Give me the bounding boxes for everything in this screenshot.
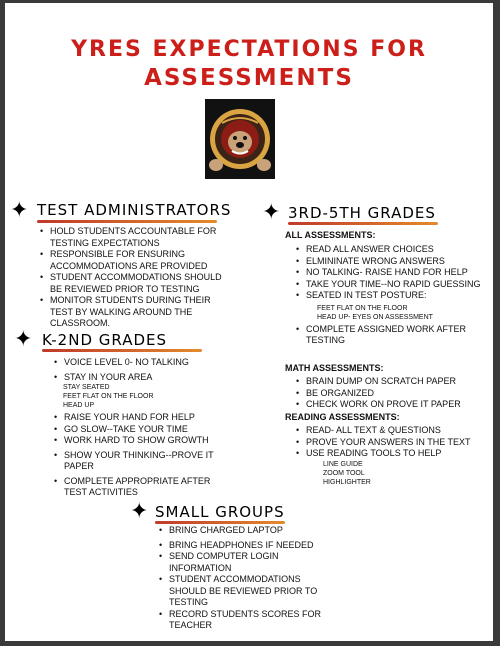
heading-underline xyxy=(155,521,285,524)
sub-item: HEAD UP- EYES ON ASSESSMENT xyxy=(317,313,433,321)
test-admin-list xyxy=(39,226,235,330)
k2-heading: K-2ND GRADES xyxy=(42,331,168,349)
heading-underline xyxy=(37,220,217,223)
sub-item: ZOOM TOOL xyxy=(323,469,365,477)
list-item: • SEATED IN TEST POSTURE: xyxy=(295,290,485,302)
list-item: • RESPONSIBLE FOR ENSURING ACCOMMODATIONS ARE PROVIDED xyxy=(39,249,235,272)
list-item: • BE ORGANIZED xyxy=(295,388,485,400)
small-groups-heading: SMALL GROUPS xyxy=(155,503,285,521)
list-item: • RAISE YOUR HAND FOR HELP xyxy=(53,412,233,424)
list-item: • BRING CHARGED LAPTOP xyxy=(158,525,333,537)
star-icon: ✦ xyxy=(130,499,149,524)
list-item: • CHECK WORK ON PROVE IT PAPER xyxy=(295,399,485,411)
list-item: • NO TALKING- RAISE HAND FOR HELP xyxy=(295,267,485,279)
all-assessments-list xyxy=(295,244,485,347)
page-title-line2: ASSESSMENTS xyxy=(144,65,354,91)
document-page xyxy=(5,3,493,641)
test-admin-heading: TEST ADMINISTRATORS xyxy=(37,201,232,219)
small-groups-list xyxy=(158,525,333,632)
list-item: • READ ALL ANSWER CHOICES xyxy=(295,244,485,256)
list-item: • READ- ALL TEXT & QUESTIONS xyxy=(295,425,485,437)
all-assessments-label: ALL ASSESSMENTS: xyxy=(285,230,376,240)
sub-item: HIGHLIGHTER xyxy=(323,478,371,486)
math-assessments-label: MATH ASSESSMENTS: xyxy=(285,363,384,373)
list-item: • STUDENT ACCOMMODATIONS SHOULD BE REVIEWED PRIOR TO TESTING xyxy=(39,272,235,295)
list-item: • WORK HARD TO SHOW GROWTH xyxy=(53,435,233,447)
math-assessments-list xyxy=(295,376,485,411)
sub-item: LINE GUIDE xyxy=(323,460,363,468)
list-item: • RECORD STUDENTS SCORES FOR TEACHER xyxy=(158,609,333,632)
list-item: • GO SLOW--TAKE YOUR TIME xyxy=(53,424,233,436)
list-item: • TAKE YOUR TIME--NO RAPID GUESSING xyxy=(295,279,485,291)
sub-item: FEET FLAT ON THE FLOOR xyxy=(317,304,408,312)
list-item: • ELMININATE WRONG ANSWERS xyxy=(295,256,485,268)
g35-heading: 3RD-5TH GRADES xyxy=(288,204,436,222)
star-icon: ✦ xyxy=(10,198,29,223)
sub-item: HEAD UP xyxy=(63,402,95,409)
heading-underline xyxy=(288,222,438,225)
star-icon: ✦ xyxy=(262,200,281,225)
list-item: • HOLD STUDENTS ACCOUNTABLE FOR TESTING EXPECTATIONS xyxy=(39,226,235,249)
list-item: • PROVE YOUR ANSWERS IN THE TEXT xyxy=(295,437,485,449)
star-icon: ✦ xyxy=(14,327,33,352)
list-item: • BRAIN DUMP ON SCRATCH PAPER xyxy=(295,376,485,388)
bulldog-logo-icon xyxy=(205,99,275,179)
list-item: • VOICE LEVEL 0- NO TALKING xyxy=(53,357,233,369)
list-item: • SHOW YOUR THINKING--PROVE IT PAPER xyxy=(53,450,233,473)
list-item: • COMPLETE APPROPRIATE AFTER TEST ACTIVITIES xyxy=(53,476,233,499)
reading-assessments-label: READING ASSESSMENTS: xyxy=(285,412,400,422)
sub-item: STAY SEATED xyxy=(63,384,110,391)
list-item: • MONITOR STUDENTS DURING THEIR TEST BY WALKING AROUND THE CLASSROOM. xyxy=(39,295,235,330)
list-item: • USE READING TOOLS TO HELP xyxy=(295,448,485,460)
list-item: • SEND COMPUTER LOGIN INFORMATION xyxy=(158,551,333,574)
k2-list xyxy=(53,357,233,499)
heading-underline xyxy=(42,349,202,352)
list-item: • STAY IN YOUR AREA xyxy=(53,372,233,384)
sub-item: FEET FLAT ON THE FLOOR xyxy=(63,393,154,400)
list-item: • BRING HEADPHONES IF NEEDED xyxy=(158,540,333,552)
page-title-line1: YRES EXPECTATIONS FOR xyxy=(71,37,427,62)
reading-assessments-list xyxy=(295,425,485,487)
school-logo xyxy=(205,99,275,179)
list-item: • COMPLETE ASSIGNED WORK AFTER TESTING xyxy=(295,324,485,347)
list-item: • STUDENT ACCOMMODATIONS SHOULD BE REVIEWED PRIOR TO TESTING xyxy=(158,574,333,609)
